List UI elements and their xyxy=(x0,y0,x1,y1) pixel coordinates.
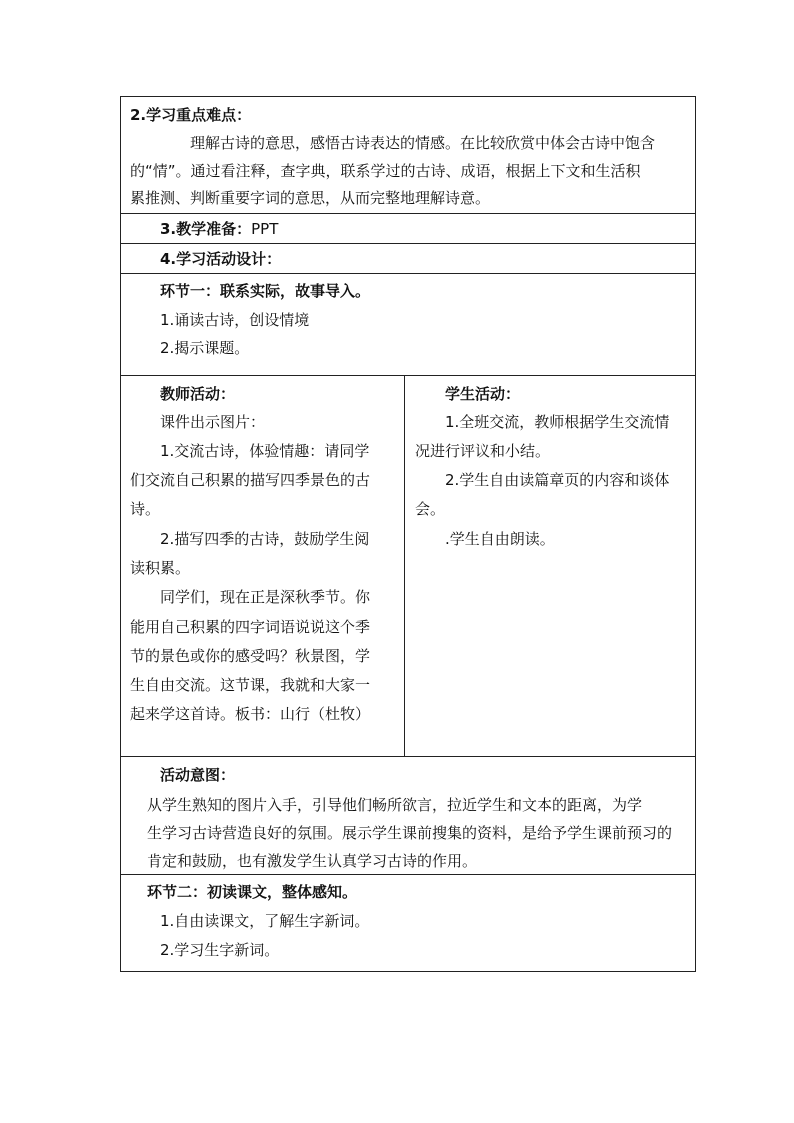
section-heading: 活动意图： xyxy=(160,766,236,784)
prep-value: PPT xyxy=(251,220,279,238)
activity-intent xyxy=(121,756,695,874)
prep-line xyxy=(160,219,278,239)
teacher-line: 读积累。 xyxy=(130,559,191,577)
paragraph-line: 累推测、判断重要字词的意思，从而完整地理解诗意。 xyxy=(130,189,491,207)
prep-label: 3.教学准备： xyxy=(160,220,252,238)
stage-heading: 环节二：初读课文，整体感知。 xyxy=(147,883,358,901)
teacher-line: 2.描写四季的古诗，鼓励学生阅 xyxy=(160,530,370,548)
paragraph-line: 的“情”。通过看注释，查字典，联系学过的古诗、成语，根据上下文和生活积 xyxy=(130,162,641,180)
stage-heading: 环节一：联系实际，故事导入。 xyxy=(160,282,371,300)
student-line: 2.学生自由读篇章页的内容和谈体 xyxy=(445,471,670,489)
lesson-plan-table xyxy=(120,96,696,972)
paragraph-line: 生学习古诗营造良好的氛围。展示学生课前搜集的资料，是给予学生课前预习的 xyxy=(147,824,673,842)
teacher-line: 能用自己积累的四字词语说说这个季 xyxy=(130,618,371,636)
list-item: 1.自由读课文，了解生字新词。 xyxy=(160,912,370,930)
list-item: 1.诵读古诗，创设情境 xyxy=(160,311,310,329)
list-item: 2.学习生字新词。 xyxy=(160,941,280,959)
stage-two xyxy=(121,874,695,972)
teacher-line: 生自由交流。这节课，我就和大家一 xyxy=(130,676,371,694)
student-line: 1.全班交流，教师根据学生交流情 xyxy=(445,413,670,431)
teacher-line: 们交流自己积累的描写四季景色的古 xyxy=(130,471,371,489)
section-heading: 2.学习重点难点： xyxy=(130,106,252,124)
teacher-line: 诗。 xyxy=(130,500,161,518)
teacher-line: 1.交流古诗，体验情趣：请同学 xyxy=(160,442,370,460)
student-line: 况进行评议和小结。 xyxy=(415,442,551,460)
column-divider xyxy=(404,376,405,756)
section-activity-design xyxy=(121,243,695,273)
teacher-line: 课件出示图片： xyxy=(160,413,266,431)
list-item: 2.揭示课题。 xyxy=(160,339,250,357)
student-line: 会。 xyxy=(415,500,446,518)
column-heading: 学生活动： xyxy=(445,385,521,403)
paragraph-line: 从学生熟知的图片入手，引导他们畅所欲言，拉近学生和文本的距离，为学 xyxy=(147,796,643,814)
paragraph-line: 肯定和鼓励，也有激发学生认真学习古诗的作用。 xyxy=(147,852,478,870)
paragraph-line: 理解古诗的意思，感悟古诗表达的情感。在比较欣赏中体会古诗中饱含 xyxy=(190,134,656,152)
teacher-line: 节的景色或你的感受吗？秋景图，学 xyxy=(130,647,371,665)
student-line: .学生自由朗读。 xyxy=(445,530,555,548)
section-key-difficulties xyxy=(121,97,695,213)
activities-row xyxy=(121,375,695,756)
section-teaching-prep xyxy=(121,213,695,243)
section-heading: 4.学习活动设计： xyxy=(160,250,282,268)
teacher-line: 起来学这首诗。板书：山行（杜牧） xyxy=(130,705,371,723)
teacher-line: 同学们，现在正是深秋季节。你 xyxy=(160,588,371,606)
column-heading: 教师活动： xyxy=(160,385,236,403)
stage-one xyxy=(121,273,695,375)
